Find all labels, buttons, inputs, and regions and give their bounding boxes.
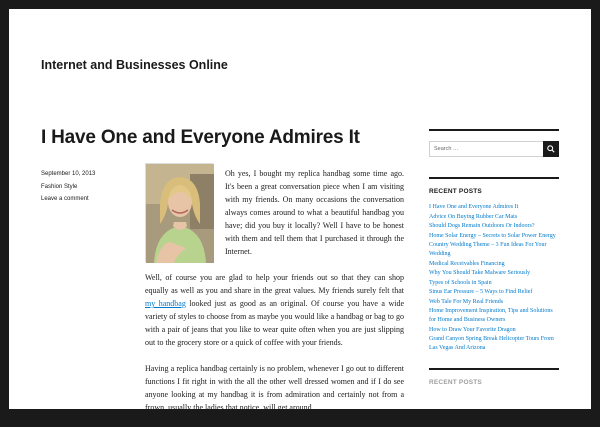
recent-post-item [429,241,559,260]
recent-post-link[interactable]: Sinus Ear Pressure – 5 Ways to Find Relief [429,289,533,295]
page [9,9,591,412]
recent-post-item [429,326,559,336]
leave-comment-link[interactable]: Leave a comment [41,196,89,202]
post-meta [41,168,121,206]
recent-post-link[interactable]: Web Tale For My Real Friends [429,298,504,305]
recent-post-link[interactable]: Why You Should Take Malware Seriously [429,270,531,276]
recent-posts-widget [429,177,559,354]
paragraph-2 [145,271,404,349]
recent-post-item [429,269,559,279]
sidebar [429,129,559,394]
post-content [145,167,404,427]
recent-post-link[interactable]: Should Dogs Remain Outdoors Or Indoors? [429,223,535,229]
site-title[interactable]: Internet and Businesses Online [41,58,228,72]
recent-post-link[interactable]: I Have One and Everyone Admires It [429,204,519,210]
paragraph-1: Oh yes, I bought my replica handbag some time ago. It's been a great conversation piece when I am visiting with my friends. On many occasions the conversation always comes around to what a beautiful handbag you have; did you buy it locally? Well I have to be honest with them and tell them that I purchased it through the Internet. [225,169,404,256]
paragraph-3: Having a replica handbag certainly is no problem, whenever I go out to different functions I fit right in with the all the other well dressed women and if I do see anyone looking at my handbag it is from admiration and certainly not from a frown, usually the ladies that notice, will get around [145,364,404,412]
post-title[interactable]: I Have One and Everyone Admires It [41,127,360,148]
recent-post-item [429,222,559,232]
recent-post-item [429,288,559,298]
search-icon [547,145,555,153]
recent-post-item [429,307,559,326]
recent-post-link[interactable]: Medical Receivables Financing [429,260,505,267]
recent-post-item [429,213,559,223]
recent-posts-list [429,203,559,354]
recent-post-item [429,232,559,242]
recent-post-link[interactable]: Grand Canyon Spring Break Helicopter Tours From Las Vegas And Arizona [429,336,554,351]
paragraph-2-text-b: looked just as good as an original. Of course you have a wide variety of styles to choose from as maybe you would like a handbag or bag to go with a pair of jeans that you like to wear quite often when you are just slipping out to the grocery store or a quick of coffee with your friends. [145,299,404,347]
recent-post-item [429,260,559,270]
recent-post-item [429,335,559,354]
post-category[interactable]: Fashion Style [41,183,78,190]
paragraph-2-text-a: Well, of course you are glad to help your friends out so that they can shop equally as well as you and share in the great values. My friends surely felt that [145,273,404,295]
recent-posts-title: RECENT POSTS [429,188,482,195]
recent-post-link[interactable]: Advice On Buying Rubber Car Mats [429,213,518,220]
next-widget-title: RECENT POSTS [429,378,482,386]
search-button[interactable] [543,141,559,157]
recent-post-link[interactable]: How to Draw Your Favorite Dragon [429,326,516,333]
recent-post-link[interactable]: Country Wedding Theme – 3 Fun Ideas For Your Wedding [429,242,547,257]
search-form [429,129,559,157]
post-date[interactable]: September 10, 2013 [41,171,96,177]
recent-post-item [429,298,559,308]
my-handbag-link[interactable]: my handbag [145,299,186,308]
recent-post-item [429,203,559,213]
recent-post-item [429,279,559,289]
search-input[interactable]: Search … [429,141,543,157]
recent-post-link[interactable]: Home Improvement Inspiration, Tips and Solutions for Home and Business Owners [429,308,553,323]
recent-post-link[interactable]: Types of Schools in Spain [429,279,492,286]
recent-post-link[interactable]: Home Solar Energy – Secrets to Solar Power Energy [429,232,556,239]
next-widget [429,368,559,386]
